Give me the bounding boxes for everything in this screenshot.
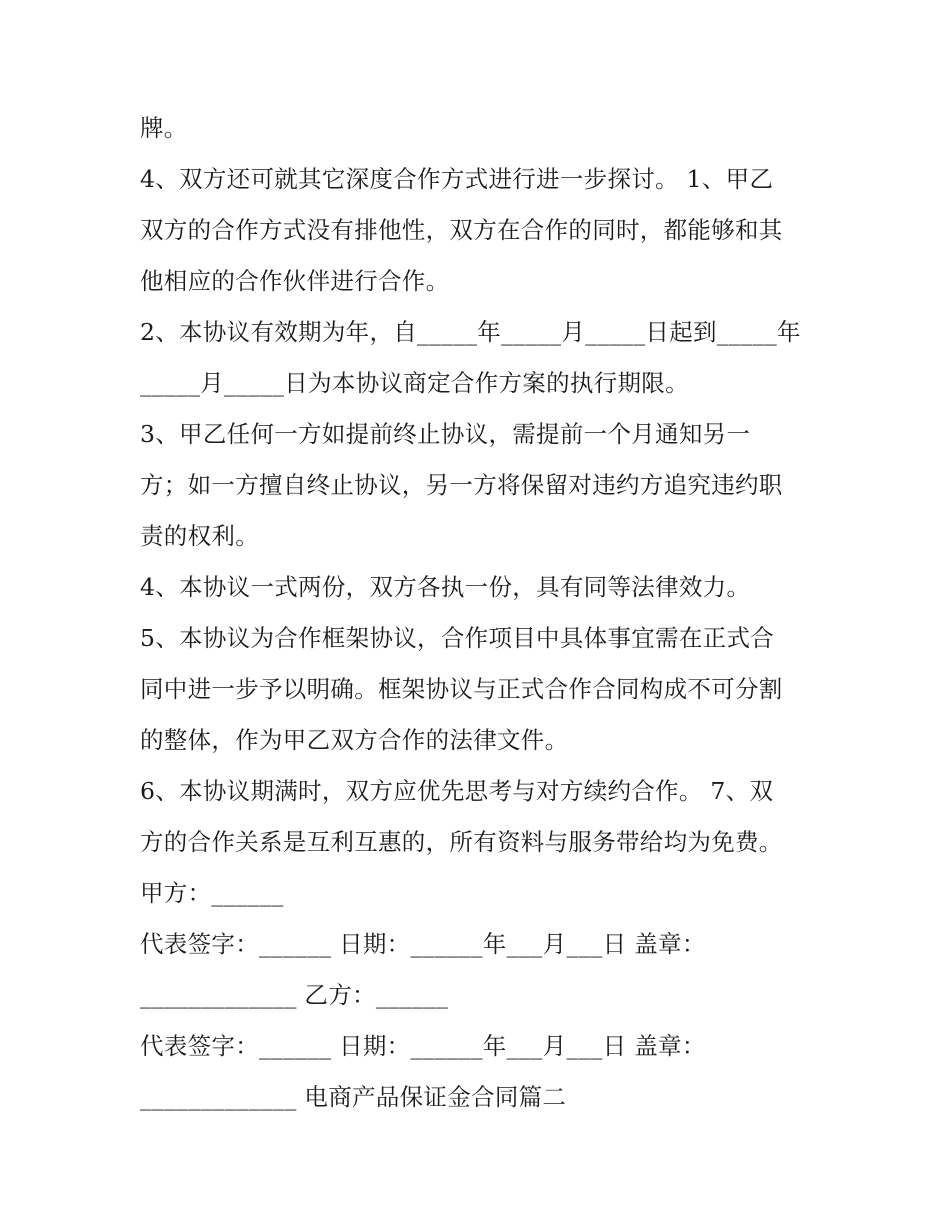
- text-line: 他相应的合作伙伴进行合作。: [140, 267, 450, 295]
- text-line: _____月_____日为本协议商定合作方案的执行期限。: [140, 369, 689, 397]
- signature-line: 代表签字：______ 日期：______年___月___日 盖章：: [140, 1032, 706, 1060]
- party-a-line: 甲方：______: [140, 879, 284, 907]
- text-line: 双方的合作方式没有排他性，双方在合作的同时，都能够和其: [140, 216, 783, 244]
- text-line: 5、本协议为合作框架协议，合作项目中具体事宜需在正式合: [140, 624, 775, 652]
- text-line: 2、本协议有效期为年，自_____年_____月_____日起到_____年: [140, 318, 801, 346]
- text-line: 6、本协议期满时，双方应优先思考与对方续约合作。 7、双: [140, 777, 774, 805]
- party-b-line: _____________ 乙方：______: [140, 981, 449, 1009]
- text-line: 的整体，作为甲乙双方合作的法律文件。: [140, 726, 569, 754]
- contract-text: [140, 103, 820, 1123]
- text-line: 责的权利。: [140, 522, 259, 550]
- text-line: 同中进一步予以明确。框架协议与正式合作合同构成不可分割: [140, 675, 783, 703]
- text-line: 4、本协议一式两份，双方各执一份，具有同等法律效力。: [140, 573, 751, 601]
- text-line: 4、双方还可就其它深度合作方式进行进一步探讨。 1、甲乙: [140, 165, 774, 193]
- text-line: 方的合作关系是互利互惠的，所有资料与服务带给均为免费。: [140, 828, 783, 856]
- text-line: 方；如一方擅自终止协议，另一方将保留对违约方追究违约职: [140, 471, 783, 499]
- text-line: 牌。: [140, 114, 188, 142]
- section-title-line: _____________ 电商产品保证金合同篇二: [140, 1083, 567, 1111]
- signature-line: 代表签字：______ 日期：______年___月___日 盖章：: [140, 930, 706, 958]
- text-line: 3、甲乙任何一方如提前终止协议，需提前一个月通知另一: [140, 420, 751, 448]
